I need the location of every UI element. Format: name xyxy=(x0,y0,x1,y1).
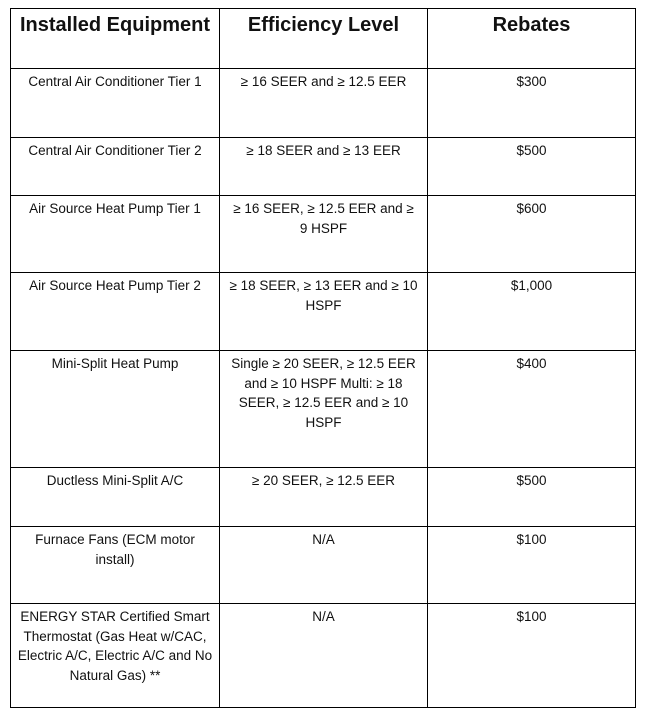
equipment-cell: Furnace Fans (ECM motor install) xyxy=(11,527,220,604)
table-row xyxy=(11,273,636,351)
equipment-cell: Air Source Heat Pump Tier 1 xyxy=(11,196,220,273)
equipment-cell: Central Air Conditioner Tier 2 xyxy=(11,138,220,196)
equipment-cell: Air Source Heat Pump Tier 2 xyxy=(11,273,220,351)
equipment-cell: Central Air Conditioner Tier 1 xyxy=(11,69,220,138)
rebate-cell: $100 xyxy=(428,527,636,604)
efficiency-cell: ≥ 18 SEER and ≥ 13 EER xyxy=(220,138,428,196)
efficiency-cell: N/A xyxy=(220,527,428,604)
efficiency-cell: ≥ 18 SEER, ≥ 13 EER and ≥ 10 HSPF xyxy=(220,273,428,351)
rebate-table xyxy=(10,8,636,708)
efficiency-cell: ≥ 16 SEER, ≥ 12.5 EER and ≥ 9 HSPF xyxy=(220,196,428,273)
table-row xyxy=(11,604,636,708)
rebate-cell: $600 xyxy=(428,196,636,273)
rebate-table-container xyxy=(10,8,636,708)
equipment-cell: ENERGY STAR Certified Smart Thermostat (Gas Heat w/CAC, Electric A/C, Electric A/C and No Natural Gas) ** xyxy=(11,604,220,708)
table-row xyxy=(11,196,636,273)
table-header-row xyxy=(11,9,636,69)
equipment-cell: Ductless Mini-Split A/C xyxy=(11,468,220,527)
efficiency-cell: ≥ 16 SEER and ≥ 12.5 EER xyxy=(220,69,428,138)
rebate-cell: $300 xyxy=(428,69,636,138)
header-rebates: Rebates xyxy=(428,9,636,69)
equipment-cell: Mini-Split Heat Pump xyxy=(11,351,220,468)
rebate-cell: $500 xyxy=(428,138,636,196)
table-row xyxy=(11,69,636,138)
efficiency-cell: N/A xyxy=(220,604,428,708)
efficiency-cell: Single ≥ 20 SEER, ≥ 12.5 EER and ≥ 10 HSPF Multi: ≥ 18 SEER, ≥ 12.5 EER and ≥ 10 HSPF xyxy=(220,351,428,468)
rebate-cell: $1,000 xyxy=(428,273,636,351)
rebate-cell: $100 xyxy=(428,604,636,708)
table-row xyxy=(11,527,636,604)
efficiency-cell: ≥ 20 SEER, ≥ 12.5 EER xyxy=(220,468,428,527)
rebate-cell: $400 xyxy=(428,351,636,468)
table-row xyxy=(11,468,636,527)
header-efficiency-level: Efficiency Level xyxy=(220,9,428,69)
header-installed-equipment: Installed Equipment xyxy=(11,9,220,69)
table-row xyxy=(11,138,636,196)
table-row xyxy=(11,351,636,468)
rebate-cell: $500 xyxy=(428,468,636,527)
